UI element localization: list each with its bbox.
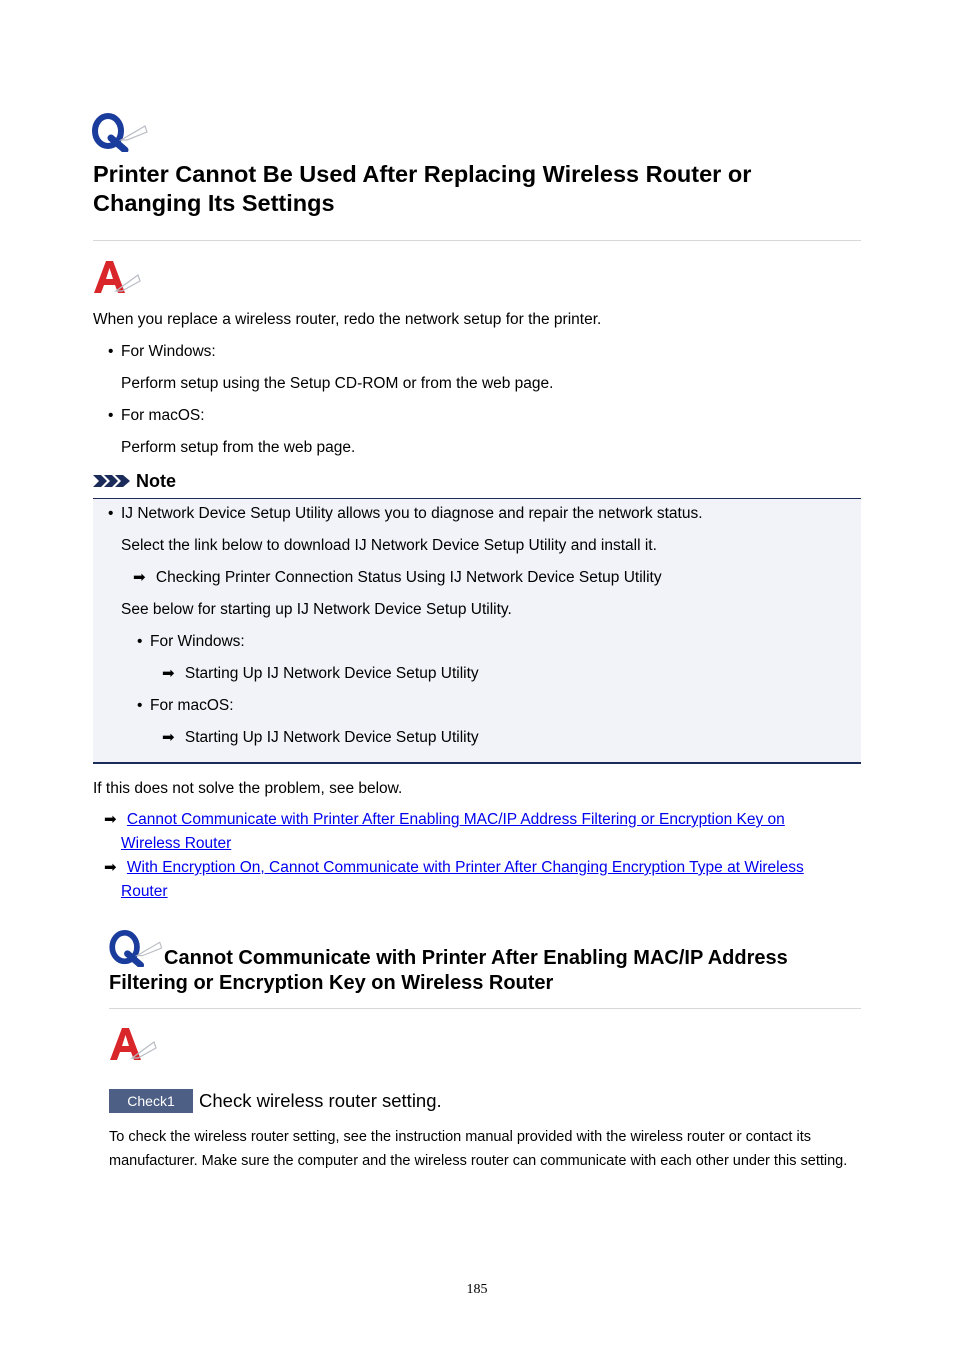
note-link-row[interactable] [133, 569, 662, 587]
arrow-right-icon: ➡ [162, 665, 175, 682]
note-text: Select the link below to download IJ Network Device Setup Utility and install it. [121, 537, 657, 554]
page-number: 185 [466, 1282, 488, 1297]
divider [93, 240, 861, 241]
note-sub-link-row[interactable] [162, 665, 479, 683]
note-text: See below for starting up IJ Network Device Setup Utility. [121, 601, 512, 618]
arrow-right-icon: ➡ [104, 859, 117, 876]
related-link[interactable] [104, 856, 844, 904]
section-title: Cannot Communicate with Printer After Enabling MAC/IP Address Filtering or Encryption Key on Wireless Router [109, 947, 788, 994]
note-link[interactable]: Checking Printer Connection Status Using IJ Network Device Setup Utility [155, 569, 662, 586]
related-link[interactable] [104, 808, 844, 856]
after-text: If this does not solve the problem, see below. [93, 780, 403, 797]
note-icon [93, 473, 133, 489]
note-sub-link[interactable]: Starting Up IJ Network Device Setup Utility [184, 729, 479, 746]
related-link-text[interactable]: Wireless Router [121, 835, 232, 852]
related-link-text[interactable]: Cannot Communicate with Printer After Enabling MAC/IP Address Filtering or Encryption Key on [126, 811, 785, 828]
arrow-right-icon: ➡ [162, 729, 175, 746]
note-sub-link-row[interactable] [162, 729, 479, 747]
arrow-right-icon: ➡ [104, 811, 117, 828]
related-link-text[interactable]: With Encryption On, Cannot Communicate with Printer After Changing Encryption Type at Wireless [126, 859, 804, 876]
list-item-text: Perform setup using the Setup CD-ROM or from the web page. [121, 375, 554, 392]
arrow-right-icon: ➡ [133, 569, 146, 586]
list-item-label: • For macOS: [121, 407, 205, 425]
body-paragraph: To check the wireless router setting, see the instruction manual provided with the wireless router or contact its manufacturer. Make sure the computer and the wireless router can communicate with each other under this setting. [109, 1129, 848, 1169]
note-sub-label: • For Windows: [150, 633, 245, 651]
related-link-text[interactable]: Router [121, 883, 168, 900]
page-title: Printer Cannot Be Used After Replacing Wireless Router or Changing Its Settings [93, 161, 752, 216]
note-label: Note [136, 471, 176, 491]
note-sub-link[interactable]: Starting Up IJ Network Device Setup Utility [184, 665, 479, 682]
list-item-text: Perform setup from the web page. [121, 439, 356, 456]
note-bullet: • IJ Network Device Setup Utility allows you to diagnose and repair the network status. [121, 505, 703, 523]
answer-icon [92, 259, 142, 295]
answer-icon [108, 1026, 158, 1062]
note-sub-label: • For macOS: [150, 697, 234, 715]
check-badge: Check1 [109, 1089, 193, 1113]
divider [109, 1008, 861, 1009]
question-icon [91, 112, 149, 152]
intro-text: When you replace a wireless router, redo the network setup for the printer. [93, 311, 602, 328]
list-item-label: • For Windows: [121, 343, 216, 361]
check-heading: Check wireless router setting. [199, 1090, 442, 1111]
